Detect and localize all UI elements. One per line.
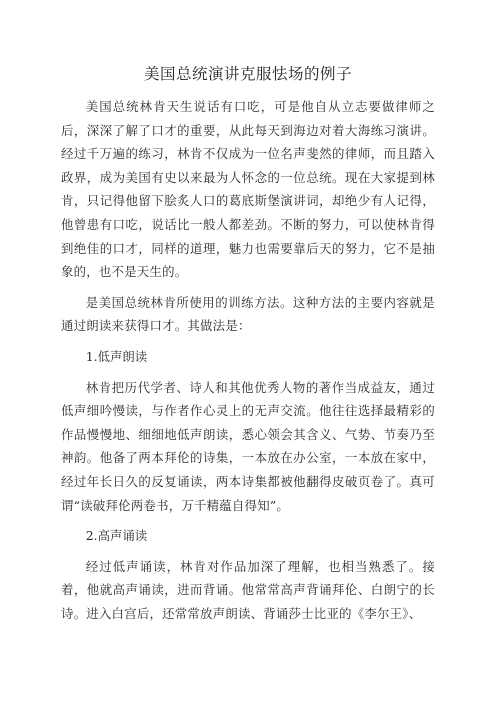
paragraph-loud-voice: 经过低声诵读，林肯对作品加深了理解，也相当熟悉了。接着，他就高声诵读，进而背诵。他常常高声背诵拜伦、白朗宁的长诗。进入白宫后，还常常放声朗读、背诵莎士比亚的《李尔王》、 — [61, 558, 435, 621]
document-body — [61, 95, 435, 632]
document-title: 美国总统演讲克服怯场的例子 — [143, 65, 352, 83]
section-heading-low-voice: 1.低声朗读 — [85, 348, 148, 364]
section-heading-loud-voice: 2.高声诵读 — [85, 528, 148, 544]
paragraph-low-voice: 林肯把历代学者、诗人和其他优秀人物的著作当成益友，通过低声细吟慢读，与作者作心灵上的无声交流。他往往选择最精彩的作品慢慢地、细细地低声朗读，悉心领会其含义、气势、节奏乃至神韵。他备了两本拜伦的诗集，一本放在办公室，一本放在家中，经过年长日久的反复诵读，两本诗集都被他翻得皮破页卷了。真可谓“读破拜伦两卷书，万千精蕴自得知”。 — [61, 379, 435, 513]
paragraph-method: 是美国总统林肯所使用的训练方法。这种方法的主要内容就是通过朗读来获得口才。其做法是： — [61, 294, 435, 334]
paragraph-intro: 美国总统林肯天生说话有口吃，可是他自从立志要做律师之后，深深了解了口才的重要，从此每天到海边对着大海练习演讲。经过千万遍的练习，林肯不仅成为一位名声斐然的律师，而且踏入政界，成为美国有史以来最为人怀念的一位总统。现在大家提到林肯，只记得他留下脍炙人口的葛底斯堡演讲词，却绝少有人记得，他曾患有口吃，说话比一般人都差劲。不断的努力，可以使林肯得到绝佳的口才，同样的道理，魅力也需要靠后天的努力，它不是抽象的，也不是天生的。 — [61, 99, 435, 280]
